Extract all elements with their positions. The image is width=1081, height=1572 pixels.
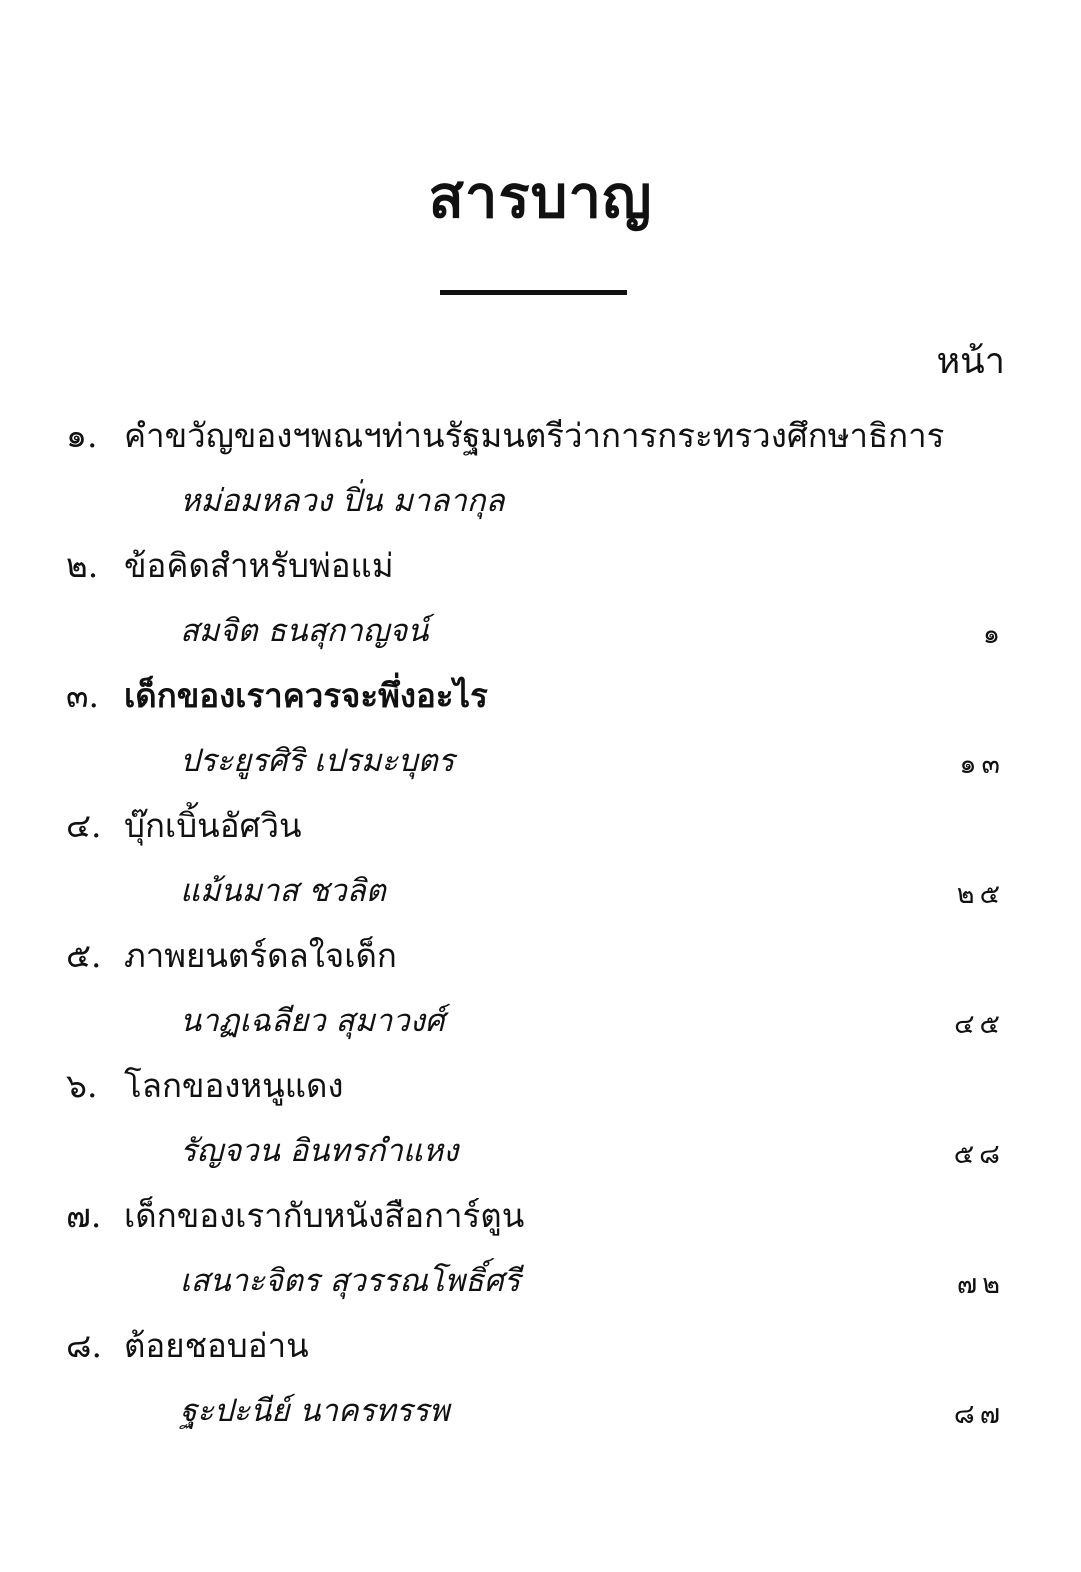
entry-page-number: ๑๓ [959, 749, 1005, 780]
toc-entry-1 [0, 415, 1081, 545]
entry-author: นาฏเฉลียว สุมาวงศ์ [180, 1003, 445, 1039]
entry-number: ๑. [66, 416, 98, 455]
entry-title: คำขวัญของฯพณฯท่านรัฐมนตรีว่าการกระทรวงศึกษาธิการ [124, 416, 945, 455]
entry-title: ต้อยชอบอ่าน [124, 1326, 309, 1365]
page-column-heading: หน้า [936, 341, 1005, 382]
entry-title: เด็กของเราควรจะพึ่งอะไร [124, 676, 488, 715]
entry-author: ฐะปะนีย์ นาครทรรพ [180, 1393, 450, 1429]
toc-entry-2 [0, 545, 1081, 675]
entry-number: ๕. [66, 936, 102, 975]
toc-entry-3 [0, 675, 1081, 805]
entry-title: เด็กของเรากับหนังสือการ์ตูน [124, 1196, 525, 1235]
entry-page-number: ๑ [982, 619, 1005, 650]
title-underline [440, 290, 627, 295]
entry-title: ข้อคิดสำหรับพ่อแม่ [124, 546, 394, 585]
entry-author: แม้นมาส ชวลิต [180, 873, 386, 909]
entry-author: ประยูรศิริ เปรมะบุตร [180, 743, 455, 779]
toc-entry-6 [0, 1065, 1081, 1195]
entry-title: โลกของหนูแดง [124, 1066, 344, 1105]
entry-number: ๖. [66, 1066, 98, 1105]
toc-entry-4 [0, 805, 1081, 935]
toc-entry-7 [0, 1195, 1081, 1325]
entry-page-number: ๕๘ [953, 1139, 1005, 1170]
page-title: สารบาญ [428, 163, 653, 231]
toc-entry-8 [0, 1325, 1081, 1455]
entry-author: เสนาะจิตร สุวรรณโพธิ์ศรี [180, 1263, 521, 1299]
toc-entry-5 [0, 935, 1081, 1065]
entry-author: รัญจวน อินทรกำแหง [180, 1133, 459, 1169]
entry-author: สมจิต ธนสุกาญจน์ [180, 613, 429, 649]
entry-number: ๓. [66, 676, 100, 715]
entry-number: ๔. [66, 806, 102, 845]
entry-number: ๗. [66, 1196, 102, 1235]
entry-title: บุ๊กเบิ้นอัศวิน [124, 806, 302, 845]
entry-title: ภาพยนตร์ดลใจเด็ก [124, 936, 397, 975]
table-of-contents [0, 415, 1081, 1455]
entry-page-number: ๘๗ [953, 1399, 1005, 1430]
entry-number: ๒. [66, 546, 99, 585]
entry-number: ๘. [66, 1326, 102, 1365]
entry-page-number: ๔๕ [954, 1009, 1005, 1040]
entry-author: หม่อมหลวง ปิ่น มาลากุล [180, 483, 505, 519]
entry-page-number: ๗๒ [956, 1269, 1005, 1300]
entry-page-number: ๒๕ [956, 879, 1005, 910]
